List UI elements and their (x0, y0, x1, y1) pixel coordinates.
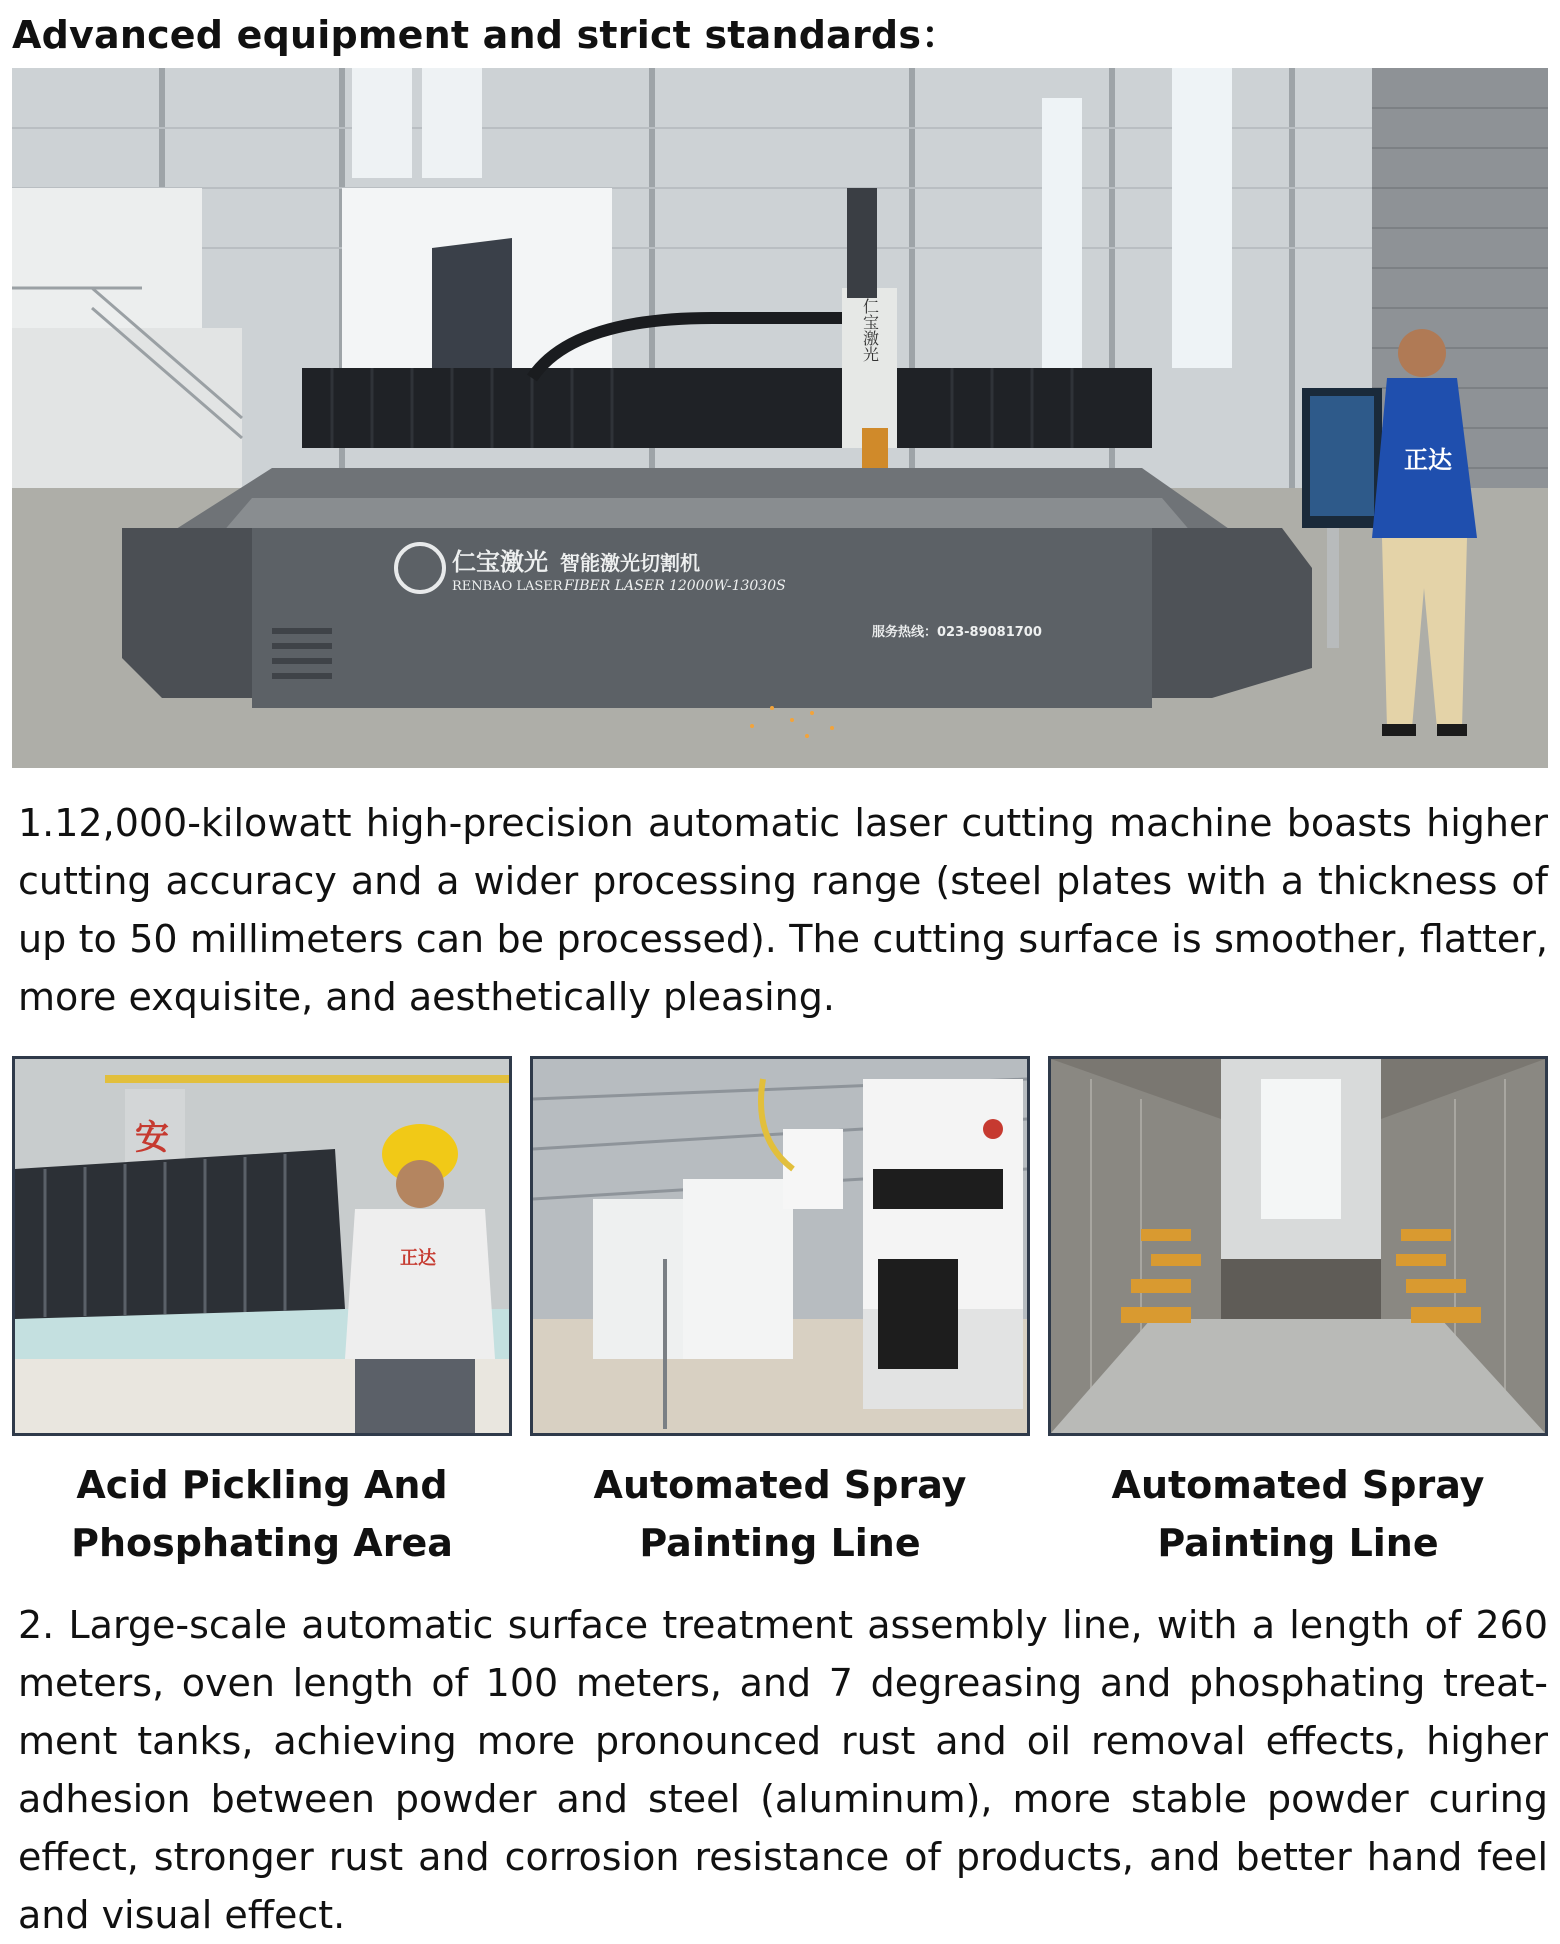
paragraph-laser-cutting: 1.12,000-kilowatt high-precision automatic laser cutting machine boasts higher cutting accuracy and a wider processing range (steel plates with a thickness of up to 50 millimeters can be processed). The cutting surface is smoother, flatter, more exquisite, and aesthetically pleasing. (18, 801, 1548, 1019)
machine-brand-en: RENBAO LASER (452, 579, 563, 594)
caption-spray-painting-1 (530, 1456, 1030, 1572)
caption-spray-painting-2 (1048, 1456, 1548, 1572)
gantry-label: 仁宝激光 (860, 298, 880, 362)
machine-hotline: 服务热线：023-89081700 (872, 625, 1042, 640)
caption-line-1: Automated Spray (593, 1463, 967, 1507)
spray-painting-photo-1 (530, 1056, 1030, 1436)
worker-jacket-text-2: 正达 (400, 1248, 436, 1269)
spray-painting-photo-2 (1048, 1056, 1548, 1436)
laser-cutting-machine-photo (12, 68, 1548, 768)
caption-acid-pickling (12, 1456, 512, 1572)
machine-type-cn: 智能激光切割机 (560, 551, 700, 575)
acid-pickling-photo (12, 1056, 512, 1436)
caption-line-2: Phosphating Area (71, 1521, 453, 1565)
caption-line-1: Acid Pickling And (76, 1463, 448, 1507)
worker-jacket-text: 正达 (1404, 446, 1452, 474)
machine-brand-cn: 仁宝激光 (452, 547, 548, 576)
safety-sign-text: 安 (135, 1118, 169, 1158)
caption-line-2: Painting Line (639, 1521, 921, 1565)
caption-line-2: Painting Line (1157, 1521, 1439, 1565)
paragraph-surface-treatment: 2. Large-scale automatic surface treatment assembly line, with a length of 260 meters, oven length of 100 meters, and 7 degreasing and phosphating treat-ment tanks, achieving more pronounced rust and oil removal effects, higher adhesion between powder and steel (aluminum), more stable powder curing effect, stronger rust and corrosion resistance of products, and better hand feel and visual effect. (18, 1603, 1548, 1937)
caption-line-1: Automated Spray (1111, 1463, 1485, 1507)
page-heading: Advanced equipment and strict standards： (12, 13, 960, 57)
machine-model: FIBER LASER 12000W-13030S (564, 578, 786, 594)
